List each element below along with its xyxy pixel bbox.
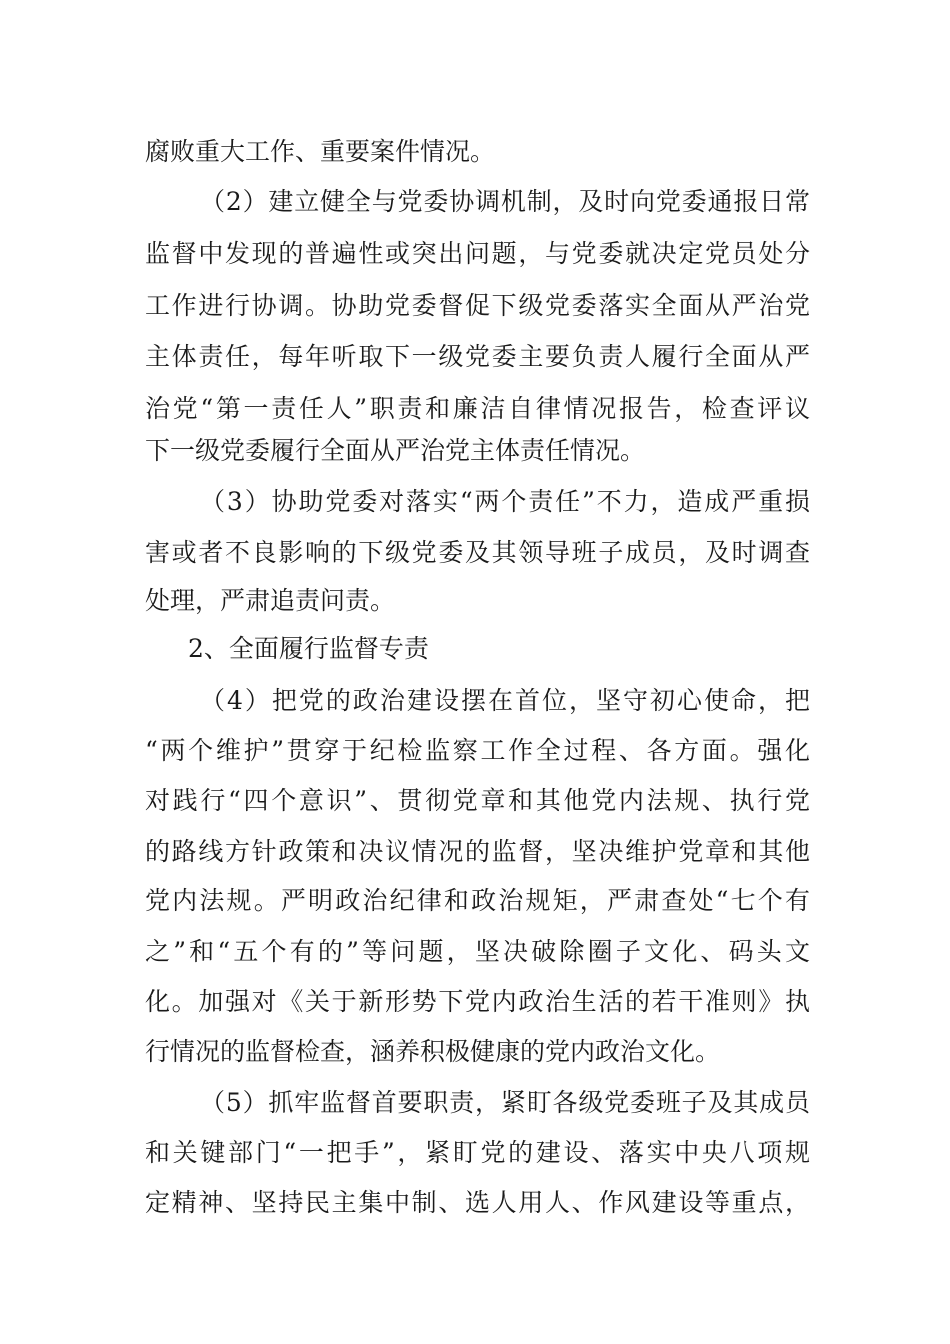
text-line-18: 化。加强对《关于新形势下党内政治生活的若干准则》执 (145, 987, 810, 1016)
text-line-15: 的路线方针政策和决议情况的监督，坚决维护党章和其他 (145, 837, 810, 866)
section-heading: 2、全面履行监督专责 (188, 634, 429, 663)
text-line-8: （3）协助党委对落实“两个责任”不力，造成严重损 (200, 487, 810, 516)
text-line-16: 党内法规。严明政治纪律和政治规矩，严肃查处“七个有 (145, 886, 810, 915)
text-line-13: “两个维护”贯穿于纪检监察工作全过程、各方面。强化 (145, 736, 810, 765)
text-line-3: 监督中发现的普遍性或突出问题，与党委就决定党员处分 (145, 239, 810, 268)
text-line-9: 害或者不良影响的下级党委及其领导班子成员，及时调查 (145, 538, 810, 567)
text-line-22: 定精神、坚持民主集中制、选人用人、作风建设等重点， (145, 1188, 810, 1217)
text-line-4: 工作进行协调。协助党委督促下级党委落实全面从严治党 (145, 291, 810, 320)
text-line-17: 之”和“五个有的”等问题，坚决破除圈子文化、码头文 (145, 937, 810, 966)
text-line-12: （4）把党的政治建设摆在首位，坚守初心使命，把 (200, 686, 810, 715)
text-line-7: 下一级党委履行全面从严治党主体责任情况。 (145, 436, 646, 465)
text-line-1: 腐败重大工作、重要案件情况。 (145, 137, 496, 166)
text-line-21: 和关键部门“一把手”，紧盯党的建设、落实中央八项规 (145, 1138, 810, 1167)
text-line-2: （2）建立健全与党委协调机制，及时向党委通报日常 (200, 187, 810, 216)
text-line-20: （5）抓牢监督首要职责，紧盯各级党委班子及其成员 (200, 1088, 810, 1117)
text-line-19: 行情况的监督检查，涵养积极健康的党内政治文化。 (145, 1037, 721, 1066)
text-line-5: 主体责任，每年听取下一级党委主要负责人履行全面从严 (145, 342, 810, 371)
text-line-14: 对践行“四个意识”、贯彻党章和其他党内法规、执行党 (145, 786, 810, 815)
text-line-10: 处理，严肃追责问责。 (145, 586, 396, 615)
text-line-6: 治党“第一责任人”职责和廉洁自律情况报告，检查评议 (145, 394, 810, 423)
